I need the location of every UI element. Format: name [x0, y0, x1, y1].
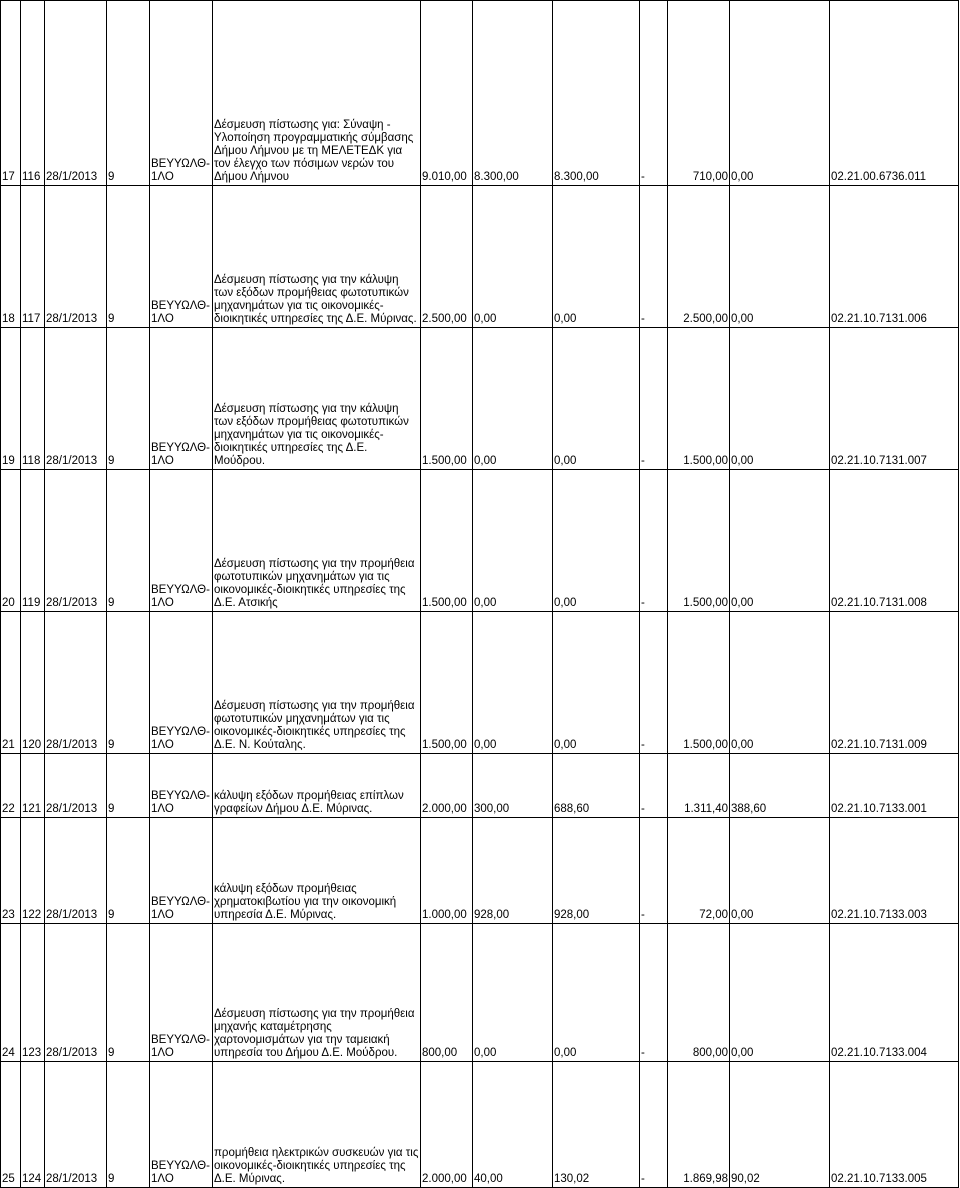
cell-text-desc: Δέσμευση πίστωσης για την κάλυψη των εξόδων προμήθειας φωτοτυπικών μηχανημάτων για τις οικονομικές-διοικητικές υπηρεσίες της Δ.Ε. Μούδρου.: [214, 403, 409, 467]
budget-code-cell: [830, 1, 959, 186]
cell-text-cat_l2: 1ΛΟ: [151, 455, 174, 467]
cell-text-remaining: 388,60: [731, 803, 767, 815]
date-cell: [45, 754, 107, 818]
separator-cell: [640, 1, 668, 186]
committed-cell: [473, 328, 553, 470]
cell-text-no: 123: [22, 1047, 42, 1059]
cell-text-paid: 688,60: [554, 803, 590, 815]
table-row: [1, 470, 959, 612]
cell-text-aa: 22: [2, 803, 15, 815]
balance-cell: [668, 328, 730, 470]
cell-text-cat_l2: 1ΛΟ: [151, 1173, 174, 1185]
cell-text-aa: 19: [2, 455, 15, 467]
cell-text-remaining: 0,00: [731, 171, 754, 183]
budget-code-cell: [830, 470, 959, 612]
date-cell: [45, 924, 107, 1062]
cell-text-aa: 20: [2, 597, 15, 609]
separator-cell: [640, 924, 668, 1062]
table-row: [1, 1, 959, 186]
table-row: [1, 186, 959, 328]
cell-text-amount: 2.000,00: [422, 803, 467, 815]
cell-text-unit: 9: [108, 313, 115, 325]
description-cell: [213, 470, 421, 612]
cell-text-balance: 1.500,00: [683, 739, 728, 751]
cell-text-remaining: 0,00: [731, 597, 754, 609]
cell-text-dash: -: [641, 313, 645, 325]
cell-text-unit: 9: [108, 597, 115, 609]
cell-text-desc: Δέσμευση πίστωσης για την προμήθεια φωτοτυπικών μηχανημάτων για τις οικονομικές-διοικητικές υπηρεσίες της Δ.Ε. Ν. Κούταλης.: [214, 700, 415, 751]
amount-cell: [421, 186, 473, 328]
committed-cell: [473, 186, 553, 328]
paid-cell: [553, 754, 640, 818]
cell-text-dash: -: [641, 455, 645, 467]
table-row: [1, 612, 959, 754]
reference-code-cell: [150, 754, 213, 818]
paid-cell: [553, 470, 640, 612]
cell-text-paid: 8.300,00: [554, 171, 599, 183]
cell-text-date: 28/1/2013: [46, 597, 98, 609]
cell-text-date: 28/1/2013: [46, 909, 98, 921]
cell-text-paid: 928,00: [554, 909, 590, 921]
remaining-cell: [730, 186, 830, 328]
cell-text-committed: 0,00: [474, 597, 497, 609]
protocol-number-cell: [21, 612, 45, 754]
unit-cell: [107, 754, 150, 818]
cell-text-paid: 0,00: [554, 597, 577, 609]
balance-cell: [668, 470, 730, 612]
cell-text-desc: κάλυψη εξόδων προμήθειας επίπλων γραφείων Δήμου Δ.Ε. Μύρινας.: [214, 790, 404, 815]
cell-text-cat_l1: ΒΕΥΥΩΛΘ-: [151, 300, 210, 312]
protocol-number-cell: [21, 328, 45, 470]
cell-text-date: 28/1/2013: [46, 1173, 98, 1185]
amount-cell: [421, 328, 473, 470]
paid-cell: [553, 818, 640, 924]
cell-text-balance: 1.500,00: [683, 597, 728, 609]
row-index-cell: [1, 818, 21, 924]
cell-text-dash: -: [641, 1173, 645, 1185]
cell-text-no: 122: [22, 909, 42, 921]
cell-text-balance: 800,00: [692, 1047, 728, 1059]
cell-text-amount: 2.500,00: [422, 313, 467, 325]
cell-text-paid: 0,00: [554, 739, 577, 751]
cell-text-cat_l1: ΒΕΥΥΩΛΘ-: [151, 584, 210, 596]
cell-text-unit: 9: [108, 1173, 115, 1185]
cell-text-committed: 0,00: [474, 739, 497, 751]
cell-text-remaining: 0,00: [731, 739, 754, 751]
cell-text-committed: 0,00: [474, 455, 497, 467]
cell-text-no: 121: [22, 803, 42, 815]
description-cell: [213, 1, 421, 186]
cell-text-balance: 2.500,00: [683, 313, 728, 325]
row-index-cell: [1, 186, 21, 328]
committed-cell: [473, 1, 553, 186]
protocol-number-cell: [21, 818, 45, 924]
balance-cell: [668, 818, 730, 924]
cell-text-committed: 0,00: [474, 1047, 497, 1059]
cell-text-amount: 1.500,00: [422, 597, 467, 609]
cell-text-no: 116: [22, 171, 41, 183]
cell-text-desc: Δέσμευση πίστωσης για την προμήθεια μηχανής καταμέτρησης χαρτονομισμάτων για την ταμειακή υπηρεσία του Δήμου Δ.Ε. Μούδρου.: [214, 1008, 415, 1059]
reference-code-cell: [150, 186, 213, 328]
remaining-cell: [730, 1, 830, 186]
cell-text-cat_l2: 1ΛΟ: [151, 313, 174, 325]
cell-text-cat_l1: ΒΕΥΥΩΛΘ-: [151, 158, 210, 170]
cell-text-date: 28/1/2013: [46, 455, 98, 467]
paid-cell: [553, 924, 640, 1062]
cell-text-code: 02.21.00.6736.011: [831, 171, 927, 183]
cell-text-balance: 1.311,40: [684, 803, 728, 815]
budget-code-cell: [830, 924, 959, 1062]
cell-text-paid: 130,02: [554, 1173, 590, 1185]
table-row: [1, 924, 959, 1062]
cell-text-paid: 0,00: [554, 1047, 577, 1059]
budget-code-cell: [830, 328, 959, 470]
cell-text-desc: προμήθεια ηλεκτρικών συσκευών για τις οικονομικές-διοικητικές υπηρεσίες της Δ.Ε. Μύρινας.: [214, 1147, 419, 1185]
protocol-number-cell: [21, 186, 45, 328]
reference-code-cell: [150, 328, 213, 470]
separator-cell: [640, 328, 668, 470]
cell-text-code: 02.21.10.7133.005: [831, 1173, 927, 1185]
description-cell: [213, 186, 421, 328]
cell-text-no: 120: [22, 739, 42, 751]
committed-cell: [473, 470, 553, 612]
cell-text-aa: 24: [2, 1047, 15, 1059]
unit-cell: [107, 470, 150, 612]
cell-text-remaining: 0,00: [731, 455, 754, 467]
cell-text-unit: 9: [108, 455, 115, 467]
row-index-cell: [1, 470, 21, 612]
cell-text-committed: 40,00: [474, 1173, 503, 1185]
cell-text-aa: 23: [2, 909, 15, 921]
date-cell: [45, 186, 107, 328]
cell-text-committed: 8.300,00: [474, 171, 519, 183]
cell-text-date: 28/1/2013: [46, 171, 98, 183]
cell-text-desc: Δέσμευση πίστωσης για: Σύναψη - Υλοποίηση προγραμματικής σύμβασης Δήμου Λήμνου με τη ΜΕΛΕΤΕΔΚ για τον έλεγχο των πόσιμων νερών του Δήμου Λήμνου: [214, 119, 414, 183]
cell-text-cat_l1: ΒΕΥΥΩΛΘ-: [151, 726, 210, 738]
cell-text-cat_l2: 1ΛΟ: [151, 597, 174, 609]
unit-cell: [107, 328, 150, 470]
cell-text-aa: 25: [2, 1173, 15, 1185]
cell-text-code: 02.21.10.7131.009: [831, 739, 927, 751]
cell-text-dash: -: [641, 909, 645, 921]
cell-text-committed: 928,00: [474, 909, 510, 921]
date-cell: [45, 818, 107, 924]
remaining-cell: [730, 328, 830, 470]
balance-cell: [668, 186, 730, 328]
cell-text-remaining: 0,00: [731, 313, 754, 325]
cell-text-date: 28/1/2013: [46, 803, 98, 815]
protocol-number-cell: [21, 1, 45, 186]
row-index-cell: [1, 328, 21, 470]
cell-text-no: 119: [22, 597, 41, 609]
budget-code-cell: [830, 818, 959, 924]
description-cell: [213, 328, 421, 470]
protocol-number-cell: [21, 924, 45, 1062]
table-row: [1, 754, 959, 818]
row-index-cell: [1, 754, 21, 818]
cell-text-no: 118: [22, 455, 41, 467]
table-row: [1, 328, 959, 470]
reference-code-cell: [150, 818, 213, 924]
row-index-cell: [1, 612, 21, 754]
committed-cell: [473, 612, 553, 754]
cell-text-remaining: 90,02: [731, 1173, 760, 1185]
row-index-cell: [1, 924, 21, 1062]
cell-text-unit: 9: [108, 803, 115, 815]
cell-text-unit: 9: [108, 1047, 115, 1059]
committed-cell: [473, 818, 553, 924]
remaining-cell: [730, 924, 830, 1062]
amount-cell: [421, 470, 473, 612]
cell-text-paid: 0,00: [554, 455, 577, 467]
cell-text-date: 28/1/2013: [46, 739, 98, 751]
cell-text-code: 02.21.10.7131.007: [831, 455, 927, 467]
amount-cell: [421, 818, 473, 924]
unit-cell: [107, 924, 150, 1062]
cell-text-cat_l2: 1ΛΟ: [151, 1047, 174, 1059]
date-cell: [45, 1, 107, 186]
remaining-cell: [730, 470, 830, 612]
unit-cell: [107, 818, 150, 924]
cell-text-cat_l2: 1ΛΟ: [151, 803, 174, 815]
separator-cell: [640, 754, 668, 818]
cell-text-desc: Δέσμευση πίστωσης για την προμήθεια φωτοτυπικών μηχανημάτων για τις οικονομικές-διοικητικές υπηρεσίες της Δ.Ε. Ατσικής: [214, 558, 415, 609]
cell-text-amount: 1.500,00: [422, 739, 467, 751]
cell-text-committed: 0,00: [474, 313, 497, 325]
cell-text-committed: 300,00: [474, 803, 510, 815]
cell-text-no: 117: [22, 313, 41, 325]
date-cell: [45, 328, 107, 470]
cell-text-date: 28/1/2013: [46, 313, 98, 325]
cell-text-paid: 0,00: [554, 313, 577, 325]
date-cell: [45, 612, 107, 754]
committed-cell: [473, 924, 553, 1062]
cell-text-amount: 9.010,00: [422, 171, 467, 183]
reference-code-cell: [150, 1, 213, 186]
description-cell: [213, 818, 421, 924]
separator-cell: [640, 818, 668, 924]
balance-cell: [668, 1, 730, 186]
cell-text-dash: -: [641, 171, 645, 183]
cell-text-balance: 710,00: [692, 171, 728, 183]
cell-text-unit: 9: [108, 739, 115, 751]
cell-text-amount: 2.000,00: [422, 1173, 467, 1185]
row-index-cell: [1, 1, 21, 186]
balance-cell: [668, 754, 730, 818]
cell-text-desc: Δέσμευση πίστωσης για την κάλυψη των εξόδων προμήθειας φωτοτυπικών μηχανημάτων για τις οικονομικές-διοικητικές υπηρεσίες της Δ.Ε. Μύρινας.: [214, 274, 417, 325]
unit-cell: [107, 1, 150, 186]
reference-code-cell: [150, 924, 213, 1062]
cell-text-code: 02.21.10.7133.001: [831, 803, 927, 815]
cell-text-dash: -: [641, 1047, 645, 1059]
cell-text-aa: 18: [2, 313, 15, 325]
unit-cell: [107, 612, 150, 754]
cell-text-remaining: 0,00: [731, 1047, 754, 1059]
description-cell: [213, 612, 421, 754]
remaining-cell: [730, 754, 830, 818]
cell-text-aa: 21: [2, 739, 15, 751]
separator-cell: [640, 470, 668, 612]
table-row: [1, 818, 959, 924]
remaining-cell: [730, 612, 830, 754]
unit-cell: [107, 186, 150, 328]
cell-text-code: 02.21.10.7133.004: [831, 1047, 927, 1059]
cell-text-dash: -: [641, 739, 645, 751]
budget-code-cell: [830, 612, 959, 754]
description-cell: [213, 754, 421, 818]
cell-text-amount: 1.000,00: [422, 909, 467, 921]
cell-text-code: 02.21.10.7133.003: [831, 909, 927, 921]
cell-text-aa: 17: [2, 171, 15, 183]
protocol-number-cell: [21, 470, 45, 612]
paid-cell: [553, 1, 640, 186]
cell-text-code: 02.21.10.7131.006: [831, 313, 927, 325]
paid-cell: [553, 612, 640, 754]
cell-text-cat_l1: ΒΕΥΥΩΛΘ-: [151, 896, 210, 908]
description-cell: [213, 924, 421, 1062]
separator-cell: [640, 186, 668, 328]
reference-code-cell: [150, 612, 213, 754]
protocol-number-cell: [21, 754, 45, 818]
cell-text-code: 02.21.10.7131.008: [831, 597, 927, 609]
remaining-cell: [730, 818, 830, 924]
date-cell: [45, 470, 107, 612]
cell-text-balance: 1.500,00: [683, 455, 728, 467]
committed-cell: [473, 754, 553, 818]
budget-code-cell: [830, 186, 959, 328]
amount-cell: [421, 754, 473, 818]
amount-cell: [421, 1, 473, 186]
balance-cell: [668, 612, 730, 754]
paid-cell: [553, 328, 640, 470]
cell-text-cat_l2: 1ΛΟ: [151, 171, 174, 183]
reference-code-cell: [150, 470, 213, 612]
paid-cell: [553, 186, 640, 328]
separator-cell: [640, 612, 668, 754]
cell-text-balance: 1.869,98: [683, 1173, 728, 1185]
budget-code-cell: [830, 754, 959, 818]
cell-text-unit: 9: [108, 171, 115, 183]
cell-text-cat_l1: ΒΕΥΥΩΛΘ-: [151, 1160, 210, 1172]
cell-text-cat_l2: 1ΛΟ: [151, 739, 174, 751]
cell-text-date: 28/1/2013: [46, 1047, 98, 1059]
cell-text-amount: 1.500,00: [422, 455, 467, 467]
cell-text-desc: κάλυψη εξόδων προμήθειας χρηματοκιβωτίου για την οικονομική υπηρεσία Δ.Ε. Μύρινας.: [214, 883, 397, 921]
cell-text-remaining: 0,00: [731, 909, 754, 921]
amount-cell: [421, 924, 473, 1062]
cell-text-balance: 72,00: [699, 909, 728, 921]
cell-text-cat_l1: ΒΕΥΥΩΛΘ-: [151, 442, 210, 454]
cell-text-dash: -: [641, 803, 645, 815]
amount-cell: [421, 612, 473, 754]
cell-text-dash: -: [641, 597, 645, 609]
cell-text-unit: 9: [108, 909, 115, 921]
cell-text-cat_l1: ΒΕΥΥΩΛΘ-: [151, 790, 210, 802]
cell-text-cat_l2: 1ΛΟ: [151, 909, 174, 921]
cell-text-no: 124: [22, 1173, 42, 1185]
cell-text-cat_l1: ΒΕΥΥΩΛΘ-: [151, 1034, 210, 1046]
cell-text-amount: 800,00: [422, 1047, 458, 1059]
balance-cell: [668, 924, 730, 1062]
